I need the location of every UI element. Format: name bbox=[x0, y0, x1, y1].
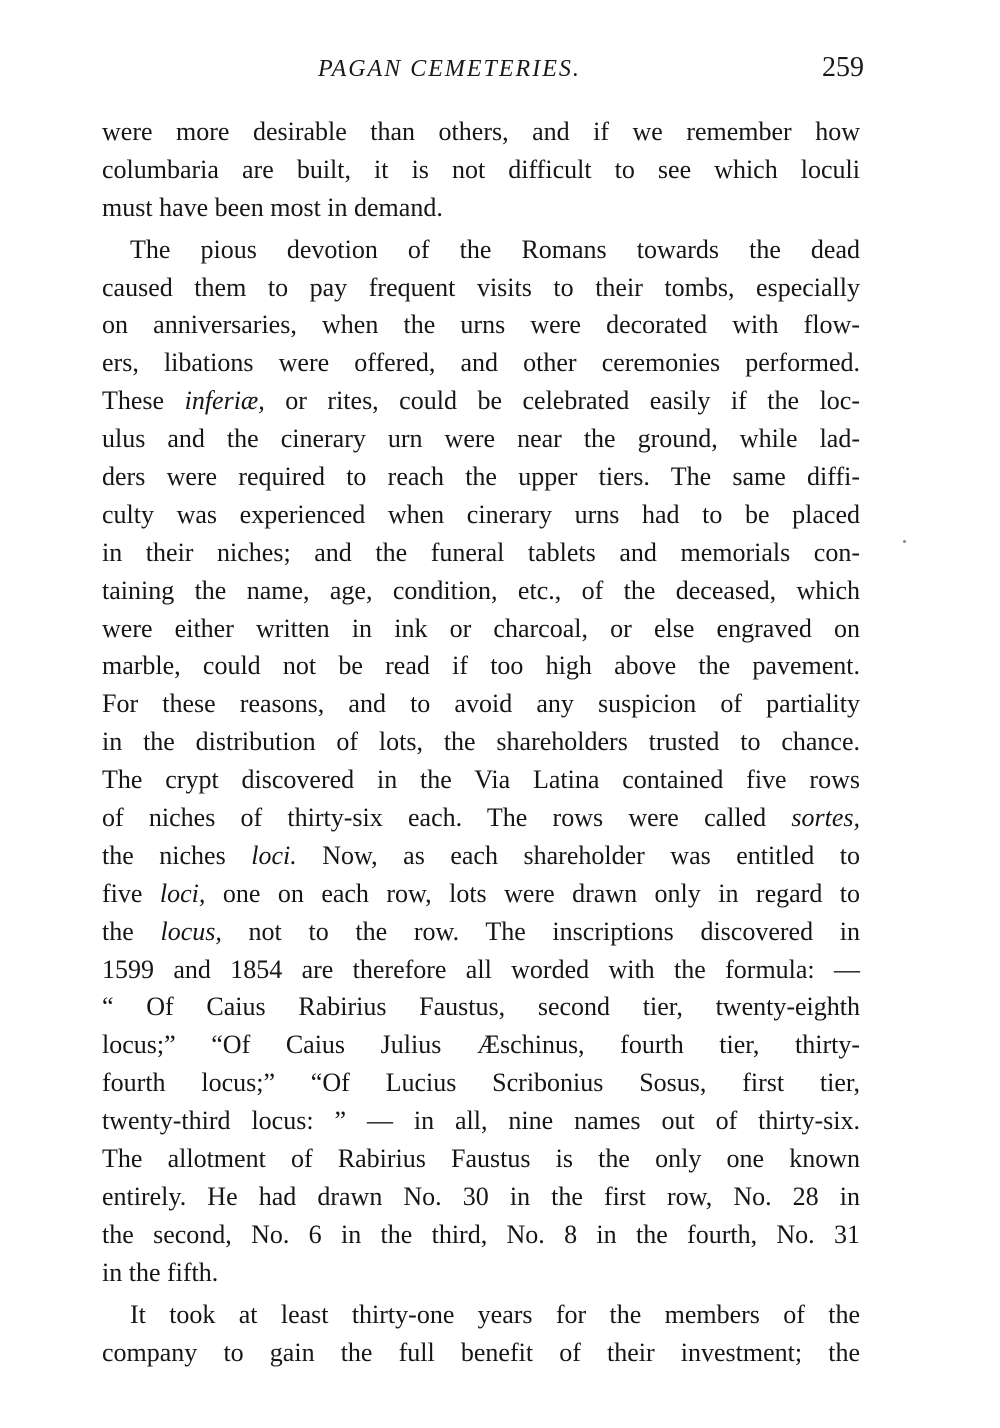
text-line: ulus and the cinerary urn were near the ground, while lad- bbox=[102, 424, 860, 454]
text-line: taining the name, age, condition, etc., of the deceased, which bbox=[102, 575, 860, 605]
paragraph-start-line: The pious devotion of the Romans towards the dead bbox=[130, 234, 860, 264]
text-line: culty was experienced when cinerary urns had to be placed bbox=[102, 499, 860, 529]
text-line: five loci, one on each row, lots were drawn only in regard to bbox=[102, 878, 861, 908]
text-line: For these reasons, and to avoid any suspicion of partiality bbox=[102, 689, 860, 719]
text-line: were more desirable than others, and if we remember how bbox=[102, 117, 860, 146]
text-line: 1599 and 1854 are therefore all worded with the formula: — bbox=[102, 954, 860, 984]
text-line: The crypt discovered in the Via Latina contained five rows bbox=[102, 765, 860, 795]
text-line: ders were required to reach the upper tiers. The same diffi- bbox=[102, 462, 860, 492]
italic-term: loci. bbox=[251, 840, 297, 870]
italic-term: locus, bbox=[160, 916, 222, 946]
text-line: on anniversaries, when the urns were decorated with flow- bbox=[102, 310, 860, 340]
running-head: PAGAN CEMETERIES. bbox=[318, 56, 581, 82]
text-line: columbaria are built, it is not difficult to see which loculi bbox=[102, 154, 860, 184]
text-line: in the fifth. bbox=[102, 1257, 219, 1287]
body-text bbox=[102, 113, 860, 1371]
text-line: in their niches; and the funeral tablets and memorials con- bbox=[102, 537, 860, 567]
page-number: 259 bbox=[822, 52, 864, 83]
text-line: fourth locus;” “Of Lucius Scribonius Sosus, first tier, bbox=[102, 1068, 860, 1098]
text-line: the second, No. 6 in the third, No. 8 in the fourth, No. 31 bbox=[102, 1219, 860, 1249]
text-line: must have been most in demand. bbox=[102, 192, 443, 222]
text-line: were either written in ink or charcoal, or else engraved on bbox=[102, 613, 860, 643]
text-line: These inferiæ, or rites, could be celebrated easily if the loc- bbox=[102, 386, 860, 416]
text-line: the niches loci. Now, as each shareholder was entitled to bbox=[102, 840, 860, 870]
italic-term: loci, bbox=[159, 878, 206, 908]
text-line: of niches of thirty-six each. The rows were called sortes, bbox=[102, 803, 860, 833]
scan-speck bbox=[903, 540, 906, 543]
text-line: caused them to pay frequent visits to their tombs, especially bbox=[102, 272, 860, 302]
text-line: entirely. He had drawn No. 30 in the first row, No. 28 in bbox=[102, 1181, 860, 1211]
text-line: twenty-third locus: ” — in all, nine names out of thirty-six. bbox=[102, 1106, 860, 1136]
text-line: the locus, not to the row. The inscriptions discovered in bbox=[102, 916, 860, 946]
text-line: in the distribution of lots, the shareholders trusted to chance. bbox=[102, 727, 860, 757]
italic-term: inferiæ, bbox=[184, 386, 265, 416]
text-line: The allotment of Rabirius Faustus is the only one known bbox=[102, 1144, 860, 1174]
italic-term: sortes, bbox=[791, 803, 860, 833]
text-line: marble, could not be read if too high above the pavement. bbox=[102, 651, 860, 681]
text-line: ers, libations were offered, and other ceremonies performed. bbox=[102, 348, 860, 378]
text-line: locus;” “Of Caius Julius Æschinus, fourth tier, thirty- bbox=[102, 1030, 860, 1060]
text-line: “ Of Caius Rabirius Faustus, second tier, twenty-eighth bbox=[102, 992, 860, 1022]
paragraph-start-line: It took at least thirty-one years for the members of the bbox=[130, 1299, 860, 1329]
text-line: company to gain the full benefit of their investment; the bbox=[102, 1337, 860, 1367]
